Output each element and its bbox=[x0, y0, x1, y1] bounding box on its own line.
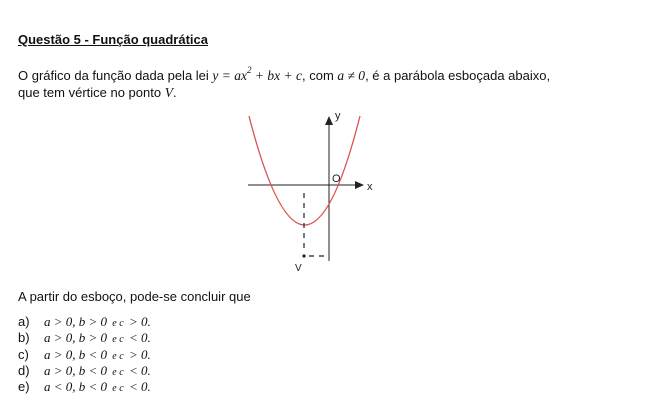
answer-options bbox=[18, 315, 151, 396]
statement-text-5: . bbox=[172, 85, 177, 100]
option-expression bbox=[44, 348, 151, 364]
question-title: Questão 5 - Função quadrática bbox=[18, 32, 208, 47]
option-letter: d) bbox=[18, 362, 30, 378]
option-part-2: < 0. bbox=[128, 330, 151, 346]
vertex-label: V bbox=[295, 263, 302, 273]
vertex-point bbox=[302, 254, 305, 257]
option-part-1: a > 0, b > 0 bbox=[44, 314, 108, 329]
option-expression bbox=[44, 331, 151, 347]
option-part-1: a > 0, b > 0 bbox=[44, 330, 108, 346]
statement-text-1: O gráfico da função dada pela lei bbox=[18, 68, 213, 83]
option-connector: e c bbox=[112, 318, 124, 329]
option-a[interactable] bbox=[18, 315, 151, 331]
option-part-2: < 0. bbox=[128, 362, 151, 378]
function-law bbox=[212, 65, 302, 83]
option-part-2: > 0. bbox=[128, 346, 151, 362]
law-main: y = ax bbox=[212, 68, 248, 83]
option-b[interactable] bbox=[18, 331, 151, 347]
option-d[interactable] bbox=[18, 364, 151, 380]
option-part-1: a > 0, b < 0 bbox=[44, 362, 108, 378]
option-letter: b) bbox=[18, 330, 30, 346]
option-part-1: a < 0, b < 0 bbox=[44, 379, 108, 395]
option-e[interactable] bbox=[18, 380, 151, 396]
vertex-letter: V bbox=[164, 85, 173, 100]
condition: a ≠ 0 bbox=[337, 68, 366, 83]
parabola-curve bbox=[249, 116, 360, 225]
option-expression bbox=[44, 364, 151, 380]
option-connector: e c bbox=[112, 350, 124, 362]
law-exponent: 2 bbox=[247, 65, 252, 75]
y-axis-label: y bbox=[335, 110, 341, 122]
origin-label: O bbox=[332, 173, 341, 185]
option-letter: e) bbox=[18, 379, 30, 395]
option-connector: e c bbox=[112, 366, 124, 378]
option-expression bbox=[44, 315, 151, 331]
option-part-1: a > 0, b < 0 bbox=[44, 346, 108, 362]
statement-text-3: , é a parábola esboçada abaixo, bbox=[365, 68, 551, 83]
question-statement bbox=[18, 62, 638, 101]
option-letter: a) bbox=[18, 314, 30, 329]
parabola-graph bbox=[245, 108, 385, 273]
question-prompt: A partir do esboço, pode-se concluir que bbox=[18, 289, 251, 304]
statement-text-2: , com bbox=[301, 68, 338, 83]
option-part-2: < 0. bbox=[128, 379, 151, 395]
x-axis-label: x bbox=[367, 181, 373, 193]
x-axis-arrow bbox=[355, 181, 364, 189]
option-connector: e c bbox=[112, 334, 124, 346]
option-letter: c) bbox=[18, 346, 29, 362]
option-connector: e c bbox=[112, 383, 124, 395]
option-part-2: > 0. bbox=[128, 314, 151, 329]
y-axis-arrow bbox=[325, 116, 333, 125]
law-rest: + bx + c bbox=[251, 68, 302, 83]
statement-text-4: que tem vértice no ponto bbox=[18, 85, 165, 100]
option-c[interactable] bbox=[18, 348, 151, 364]
option-expression bbox=[44, 380, 151, 396]
